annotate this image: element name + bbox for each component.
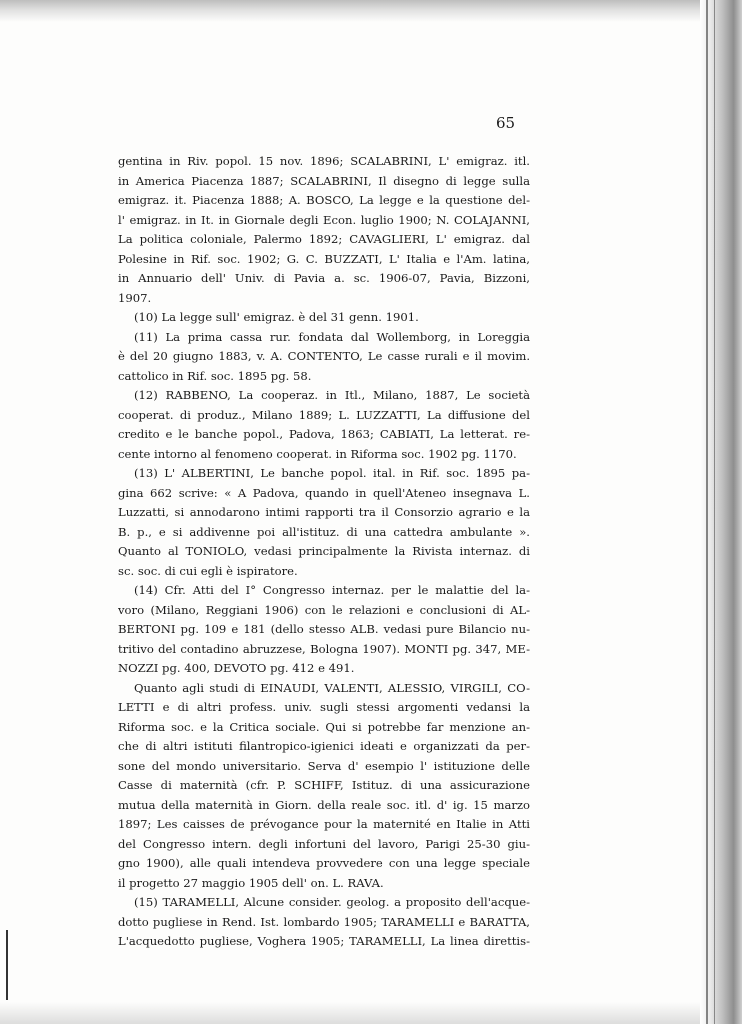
text-line: credito e le banche popol., Padova, 1863; CABIATI, La letterat. re- [118,427,530,441]
footnote-11: (11) La prima cassa rur. fondata dal Wollemborg, in Loreggia [134,329,530,344]
scan-bottom-edge [0,1002,700,1024]
text-line: è del 20 giugno 1883, v. A. CONTENTO, Le casse rurali e il movim. [118,349,530,363]
text-line: NOZZI pg. 400, DEVOTO pg. 412 e 491. [118,661,355,675]
text-line: mutua della maternità in Giorn. della reale soc. itl. d' ig. 15 marzo [118,797,530,812]
text-line: LETTI e di altri profess. univ. sugli stessi argomenti vedansi la [118,700,530,714]
text-line: tritivo del contadino abruzzese, Bologna 1907). MONTI pg. 347, ME- [118,641,530,656]
footnotes-text [118,152,530,952]
text-line: Luzzatti, si annodarono intimi rapporti tra il Consorzio agrario e la [118,505,530,519]
text-line: del Congresso intern. degli infortuni del lavoro, Parigi 25-30 giu- [118,836,530,851]
text-line: emigraz. it. Piacenza 1888; A. BOSCO, La legge e la questione del- [118,193,530,207]
footnote-13: (13) L' ALBERTINI, Le banche popol. ital. in Rif. soc. 1895 pa- [134,466,530,480]
footnote-12: (12) RABBENO, La cooperaz. in Itl., Milano, 1887, Le società [134,388,530,402]
footnote-14: (14) Cfr. Atti del I° Congresso internaz. per le malattie del la- [134,583,530,597]
text-line: l' emigraz. in It. in Giornale degli Econ. luglio 1900; N. COLAJANNI, [118,212,530,227]
book-spine-edge [700,0,742,1024]
text-line: 1907. [118,290,152,305]
footnote-15: (15) TARAMELLI, Alcune consider. geolog. a proposito dell'acque- [134,895,530,909]
scan-left-mark [6,930,8,1000]
text-line: Polesine in Rif. soc. 1902; G. C. BUZZATI, L' Italia e l'Am. latina, [118,251,530,266]
text-line: BERTONI pg. 109 e 181 (dello stesso ALB. vedasi pure Bilancio nu- [118,622,530,636]
text-line: B. p., e si addivenne poi all'istituz. di una cattedra ambulante ». [118,524,530,539]
text-line: Casse di maternità (cfr. P. SCHIFF, Istituz. di una assicurazione [118,778,530,792]
text-line: La politica coloniale, Palermo 1892; CAVAGLIERI, L' emigraz. dal [118,232,530,246]
text-line: in Annuario dell' Univ. di Pavia a. sc. 1906-07, Pavia, Bizzoni, [118,271,530,285]
text-line: 1897; Les caisses de prévogance pour la maternité en Italie in Atti [118,817,530,831]
text-line: gentina in Riv. popol. 15 nov. 1896; SCALABRINI, L' emigraz. itl. [118,154,530,168]
text-line: sc. soc. di cui egli è ispiratore. [118,563,298,578]
text-line: cente intorno al fenomeno cooperat. in Riforma soc. 1902 pg. 1170. [118,446,517,461]
text-line: Riforma soc. e la Critica sociale. Qui si potrebbe far menzione an- [118,719,530,734]
scan-top-edge [0,0,700,22]
text-line: che di altri istituti filantropico-igienici ideati e organizzati da per- [118,739,530,753]
text-line: cattolico in Rif. soc. 1895 pg. 58. [118,368,312,383]
paragraph-start: Quanto agli studi di EINAUDI, VALENTI, ALESSIO, VIRGILI, CO- [134,680,530,695]
text-line: voro (Milano, Reggiani 1906) con le relazioni e conclusioni di AL- [118,602,530,617]
text-line: Quanto al TONIOLO, vedasi principalmente la Rivista internaz. di [118,544,530,558]
text-line: sone del mondo universitario. Serva d' esempio l' istituzione delle [118,758,530,773]
text-line: dotto pugliese in Rend. Ist. lombardo 1905; TARAMELLI e BARATTA, [118,914,530,929]
text-line: cooperat. di produz., Milano 1889; L. LUZZATTI, La diffusione del [118,407,530,422]
text-line: il progetto 27 maggio 1905 dell' on. L. RAVA. [118,875,384,890]
text-line: gno 1900), alle quali intendeva provvedere con una legge speciale [118,856,530,870]
page-number: 65 [496,114,516,132]
footnote-10: (10) La legge sull' emigraz. è del 31 genn. 1901. [134,310,419,324]
text-line: L'acquedotto pugliese, Voghera 1905; TARAMELLI, La linea direttis- [118,934,530,948]
text-line: gina 662 scrive: « A Padova, quando in quell'Ateneo insegnava L. [118,485,530,500]
text-line: in America Piacenza 1887; SCALABRINI, Il disegno di legge sulla [118,173,530,188]
